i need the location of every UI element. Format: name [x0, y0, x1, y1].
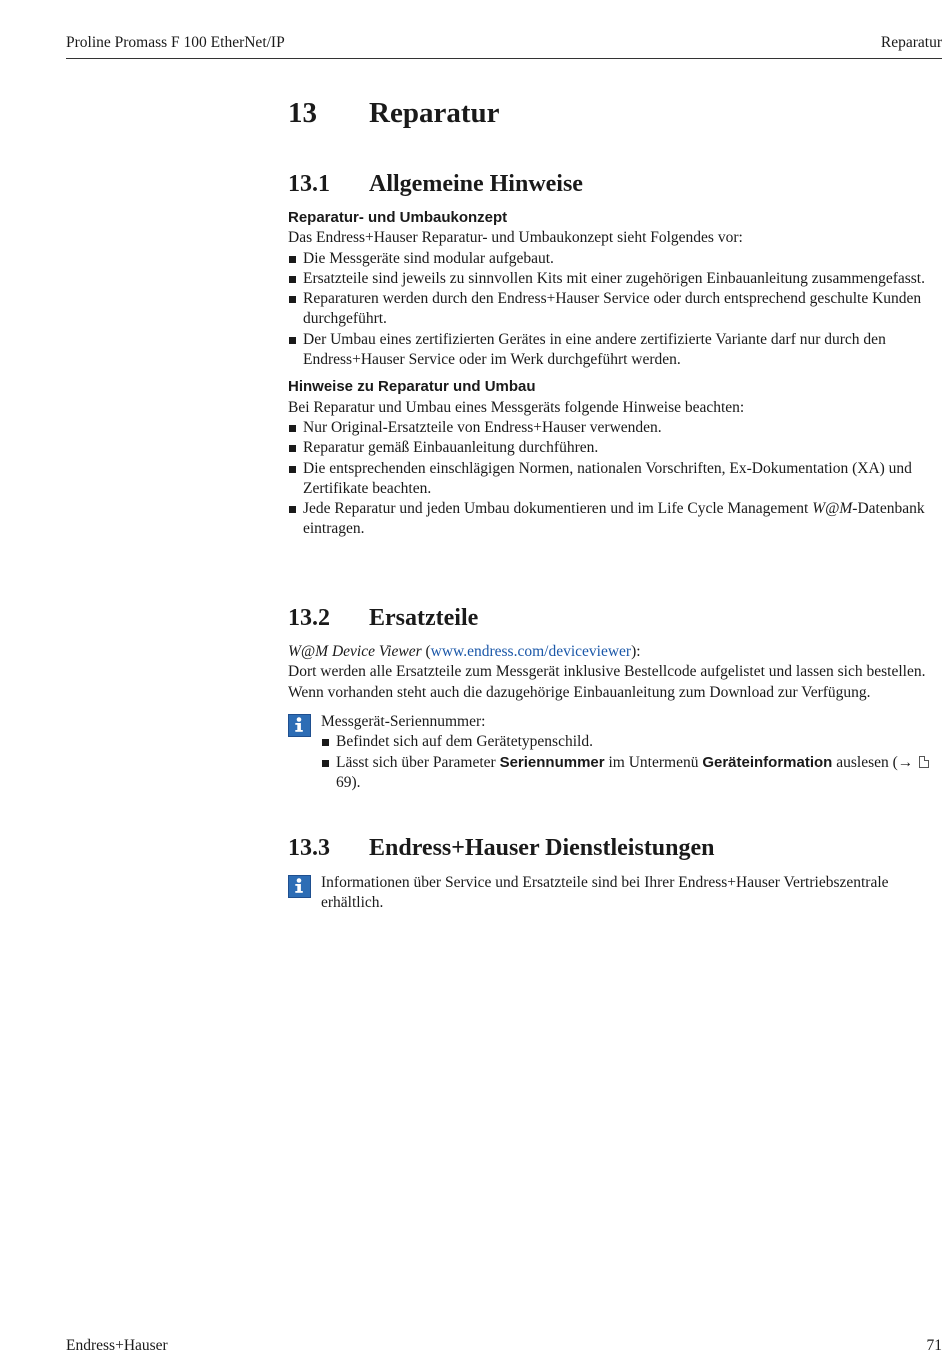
paragraph: Bei Reparatur und Umbau eines Messgeräts folgende Hinweise beachten:: [288, 398, 745, 416]
device-viewer-link[interactable]: www.endress.com/deviceviewer: [430, 643, 632, 660]
section-13-2-body: [288, 642, 944, 703]
note-text: Informationen über Service und Ersatzteile sind bei Ihrer Endress+Hauser Vertriebszentrale erhältlich.: [321, 874, 889, 912]
info-icon: [288, 714, 311, 737]
parameter-name: Seriennummer: [499, 753, 605, 771]
note-title: Messgerät-Seriennummer:: [321, 713, 486, 730]
footer-company: Endress+Hauser: [66, 1337, 168, 1354]
list-item: [288, 499, 944, 540]
section-title: Ersatzteile: [369, 605, 479, 631]
page-reference-number[interactable]: 69: [336, 773, 352, 791]
list-item-text: im Untermenü: [604, 753, 703, 771]
list-item: [321, 753, 944, 794]
list-item: Nur Original-Ersatzteile von Endress+Hauser verwenden.: [288, 418, 944, 438]
list-item: Befindet sich auf dem Gerätetypenschild.: [321, 732, 944, 752]
list-item: Ersatzteile sind jeweils zu sinnvollen Kits mit einer zugehörigen Einbauanleitung zusammengefasst.: [288, 269, 944, 289]
section-heading-13-3: [288, 835, 715, 862]
list-item-text: -Datenbank eintragen.: [303, 500, 925, 538]
page-number: 71: [926, 1337, 942, 1354]
section-heading-13-2: [288, 605, 478, 632]
section-number: 13.3: [288, 835, 330, 861]
page-footer: [66, 1337, 942, 1355]
list-item: Die Messgeräte sind modular aufgebaut.: [288, 249, 944, 269]
bullet-list: [288, 418, 944, 540]
chapter-title: Reparatur: [369, 97, 500, 129]
punctuation: (: [421, 643, 431, 660]
info-note-services: [288, 873, 944, 914]
section-title: Endress+Hauser Dienstleistungen: [369, 835, 715, 861]
section-number: 13.2: [288, 605, 330, 631]
subheading-repair-notes: Hinweise zu Reparatur und Umbau: [288, 378, 536, 396]
list-item: Reparaturen werden durch den Endress+Hauser Service oder durch entsprechend geschulte Kunden durchgeführt.: [288, 289, 944, 330]
info-note-serial: [288, 712, 944, 793]
device-viewer-name: W@M Device Viewer: [288, 643, 422, 660]
punctuation: ).: [351, 773, 361, 791]
device-viewer-line: [288, 642, 944, 662]
list-item: Reparatur gemäß Einbauanleitung durchführen.: [288, 438, 944, 458]
info-icon: [288, 875, 311, 898]
punctuation: ):: [631, 643, 641, 660]
subheading-repair-concept: Reparatur- und Umbaukonzept: [288, 209, 508, 226]
bullet-list: [288, 249, 944, 371]
header-document-title: Proline Promass F 100 EtherNet/IP: [66, 34, 285, 51]
note-list: [321, 732, 944, 793]
header-section-name: Reparatur: [880, 34, 942, 51]
list-item-text: auslesen (→: [832, 753, 918, 771]
section-title: Allgemeine Hinweise: [369, 171, 583, 197]
section-13-1-body: [288, 208, 944, 540]
chapter-heading: [288, 97, 499, 130]
chapter-number: 13: [288, 97, 317, 129]
list-item-text: Lässt sich über Parameter: [336, 753, 500, 771]
wm-name: W@M: [812, 500, 853, 518]
list-item: Die entsprechenden einschlägigen Normen, nationalen Vorschriften, Ex-Dokumentation (XA) und Zertifikate beachten.: [288, 459, 944, 500]
page-reference-icon: [919, 756, 929, 768]
section-number: 13.1: [288, 171, 330, 197]
section-heading-13-1: [288, 171, 583, 198]
page-header: [66, 33, 942, 59]
submenu-name: Geräteinformation: [702, 753, 833, 771]
list-item-text: Jede Reparatur und jeden Umbau dokumentieren und im Life Cycle Management: [303, 500, 813, 518]
paragraph: Das Endress+Hauser Reparatur- und Umbaukonzept sieht Folgendes vor:: [288, 229, 743, 247]
paragraph: Dort werden alle Ersatzteile zum Messgerät inklusive Bestellcode aufgelistet und lassen sich bestellen. Wenn vorhanden steht auch die dazugehörige Einbauanleitung zum Download zur Verfügung.: [288, 663, 926, 701]
list-item: Der Umbau eines zertifizierten Gerätes in eine andere zertifizierte Variante darf nur durch den Endress+Hauser Service oder im Werk durchgeführt werden.: [288, 330, 944, 371]
